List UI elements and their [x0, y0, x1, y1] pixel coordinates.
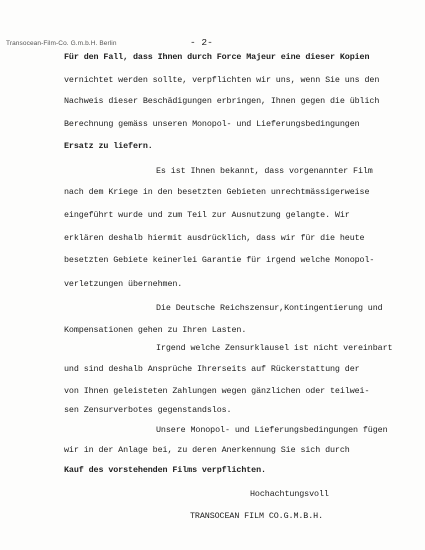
body-line: Es ist Ihnen bekannt, dass vorgenannter Film	[156, 166, 373, 176]
body-line: verletzungen übernehmen.	[64, 279, 183, 289]
closing-salutation: Hochachtungsvoll	[250, 489, 329, 499]
body-line: Berechnung gemäss unseren Monopol- und Lieferungsbedingungen	[64, 119, 360, 129]
closing-company: TRANSOCEAN FILM CO.G.M.B.H.	[190, 511, 323, 521]
body-line: Irgend welche Zensurklausel ist nicht vereinbart	[156, 343, 393, 353]
body-line: Unsere Monopol- und Lieferungsbedingungen fügen	[156, 425, 388, 435]
body-line: von Ihnen geleisteten Zahlungen wegen gänzlichen oder teilwei-	[64, 386, 370, 396]
body-line: und sind deshalb Ansprüche Ihrerseits auf Rückerstattung der	[64, 364, 360, 374]
body-line: sen Zensurverbotes gegenstandslos.	[64, 405, 232, 415]
body-line: Nachweis dieser Beschädigungen erbringen, Ihnen gegen die üblich	[64, 96, 380, 106]
body-line: nach dem Kriege in den besetzten Gebieten unrechtmässigerweise	[64, 187, 370, 197]
body-line: Kompensationen gehen zu Ihren Lasten.	[64, 325, 247, 335]
page-number: - 2-	[190, 37, 213, 48]
body-line: eingeführt wurde und zum Teil zur Ausnutzung gelangte. Wir	[64, 210, 350, 220]
body-line: Die Deutsche Reichszensur,Kontingentierung und	[156, 303, 383, 313]
body-line: Für den Fall, dass Ihnen durch Force Majeur eine dieser Kopien	[64, 52, 370, 62]
letterhead: Transocean-Film-Co. G.m.b.H. Berlin	[6, 40, 117, 47]
body-line: Kauf des vorstehenden Films verpflichten.	[64, 465, 266, 475]
body-line: wir in der Anlage bei, zu deren Anerkennung Sie sich durch	[64, 445, 350, 455]
body-line: Ersatz zu liefern.	[64, 141, 153, 151]
body-line: besetzten Gebiete keinerlei Garantie für irgend welche Monopol-	[64, 255, 375, 265]
body-line: erklären deshalb hiermit ausdrücklich, dass wir für die heute	[64, 233, 365, 243]
body-line: vernichtet werden sollte, verpflichten wir uns, wenn Sie uns den	[64, 75, 380, 85]
